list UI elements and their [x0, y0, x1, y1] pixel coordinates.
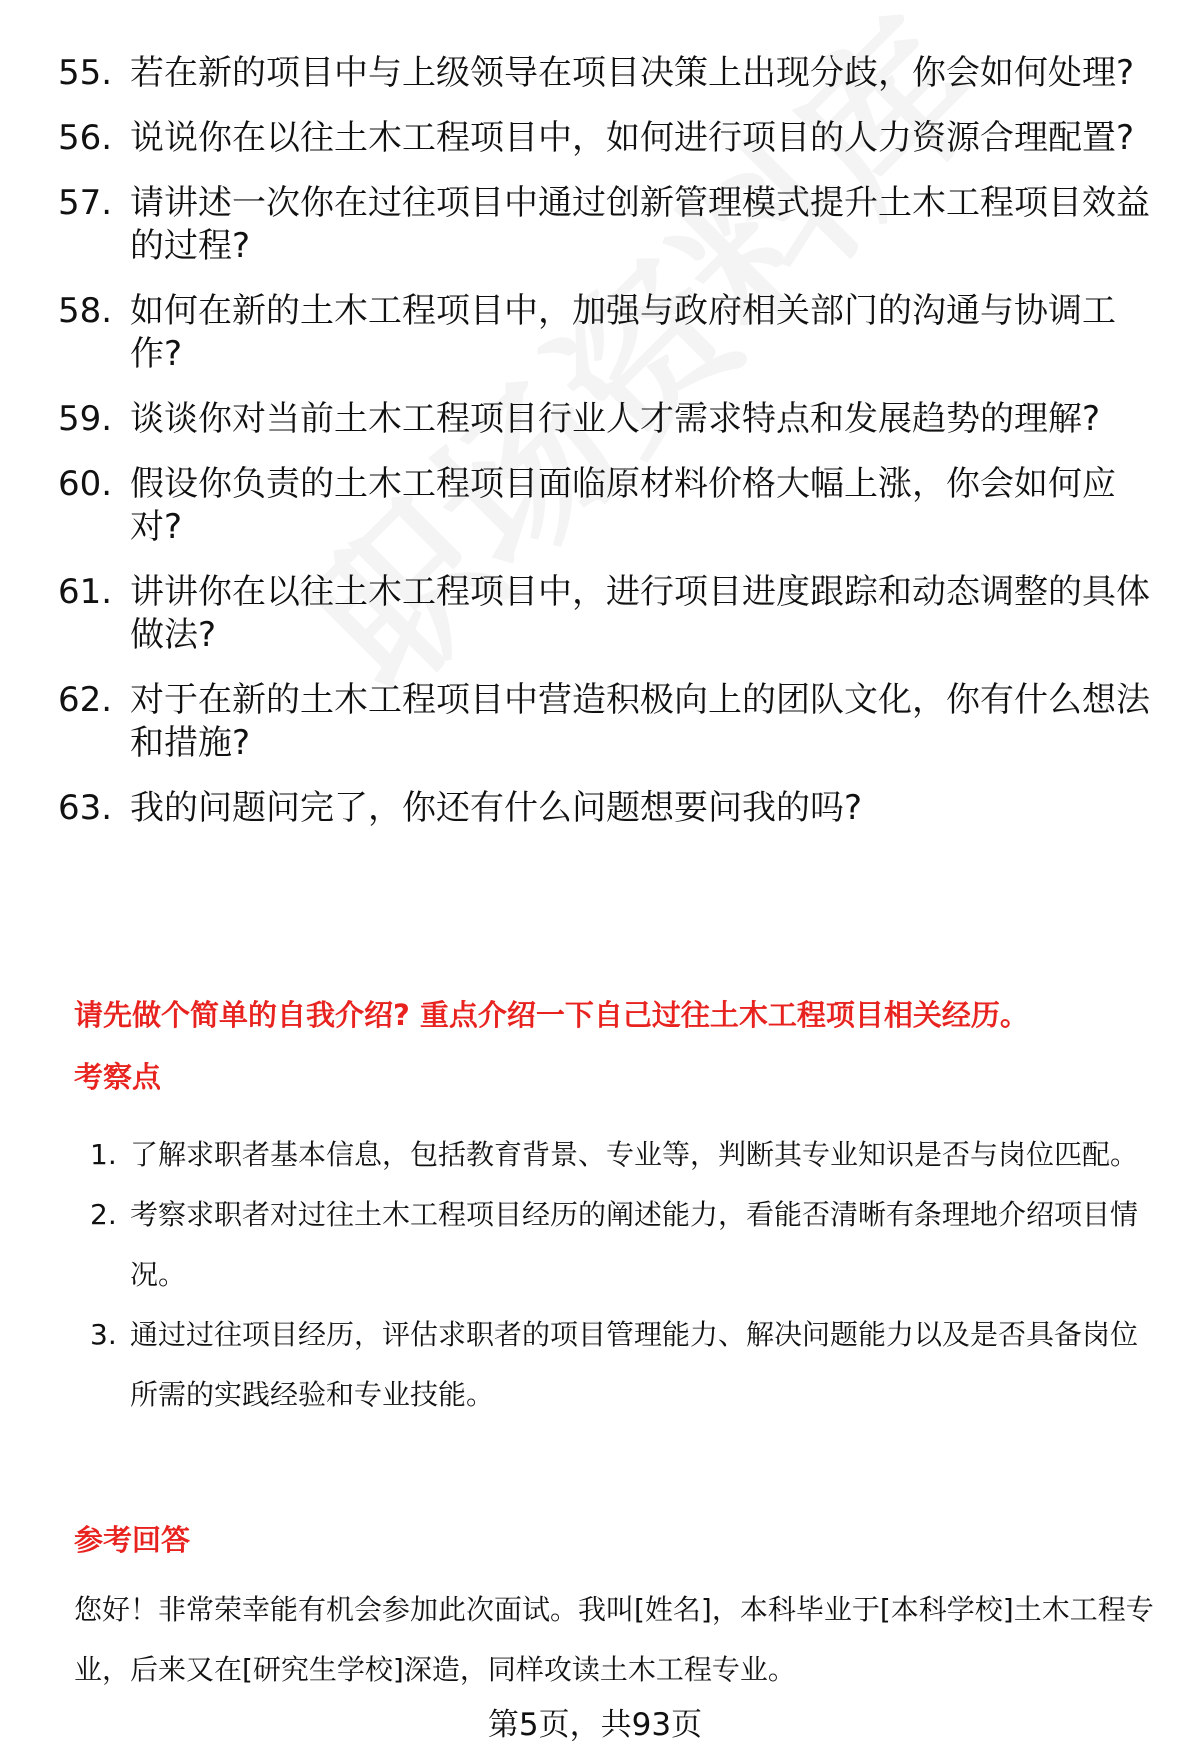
question-text: 如何在新的土木工程项目中，加强与政府相关部门的沟通与协调工作? — [130, 291, 1116, 374]
question-text: 谈谈你对当前土木工程项目行业人才需求特点和发展趋势的理解? — [130, 399, 1101, 439]
question-item — [58, 290, 1158, 376]
question-number: 62. — [58, 680, 113, 720]
examination-point — [90, 1305, 1160, 1425]
question-number: 57. — [58, 183, 113, 223]
question-text: 对于在新的土木工程项目中营造积极向上的团队文化，你有什么想法和措施? — [130, 680, 1150, 763]
question-number: 61. — [58, 572, 113, 612]
point-text: 通过过往项目经历，评估求职者的项目管理能力、解决问题能力以及是否具备岗位所需的实践经验和专业技能。 — [130, 1318, 1139, 1411]
point-number: 2. — [90, 1198, 117, 1231]
question-item — [58, 398, 1158, 441]
question-number: 63. — [58, 788, 113, 828]
point-text: 了解求职者基本信息，包括教育背景、专业等，判断其专业知识是否与岗位匹配。 — [130, 1138, 1139, 1171]
reference-answer-heading: 参考回答 — [74, 1523, 191, 1557]
question-item — [58, 787, 1158, 830]
question-number: 58. — [58, 291, 113, 331]
question-number: 56. — [58, 118, 113, 158]
examination-points-heading: 考察点 — [74, 1060, 162, 1094]
question-item — [58, 52, 1158, 95]
reference-answer-text: 您好！非常荣幸能有机会参加此次面试。我叫[姓名]，本科毕业于[本科学校]土木工程专业，后来又在[研究生学校]深造，同样攻读土木工程专业。 — [74, 1593, 1154, 1686]
question-text: 说说你在以往土木工程项目中，如何进行项目的人力资源合理配置? — [130, 118, 1135, 158]
question-text: 我的问题问完了，你还有什么问题想要问我的吗? — [130, 788, 863, 828]
question-number: 60. — [58, 464, 113, 504]
question-item — [58, 571, 1158, 657]
point-text: 考察求职者对过往土木工程项目经历的阐述能力，看能否清晰有条理地介绍项目情况。 — [130, 1198, 1139, 1291]
main-question-heading: 请先做个简单的自我介绍? 重点介绍一下自己过往土木工程项目相关经历。 — [74, 998, 1029, 1032]
question-number: 55. — [58, 53, 113, 93]
question-text: 假设你负责的土木工程项目面临原材料价格大幅上涨，你会如何应对? — [130, 464, 1116, 547]
examination-point — [90, 1185, 1160, 1305]
examination-points-list — [90, 1125, 1160, 1425]
question-text: 请讲述一次你在过往项目中通过创新管理模式提升土木工程项目效益的过程? — [130, 183, 1150, 266]
page-footer: 第5页，共93页 — [487, 1707, 703, 1743]
question-item — [58, 679, 1158, 765]
question-list — [58, 52, 1158, 852]
question-item — [58, 182, 1158, 268]
point-number: 3. — [90, 1318, 117, 1351]
examination-point — [90, 1125, 1160, 1185]
question-text: 若在新的项目中与上级领导在项目决策上出现分歧，你会如何处理? — [130, 53, 1135, 93]
question-text: 讲讲你在以往土木工程项目中，进行项目进度跟踪和动态调整的具体做法? — [130, 572, 1150, 655]
question-item — [58, 463, 1158, 549]
question-number: 59. — [58, 399, 113, 439]
point-number: 1. — [90, 1138, 117, 1171]
question-item — [58, 117, 1158, 160]
